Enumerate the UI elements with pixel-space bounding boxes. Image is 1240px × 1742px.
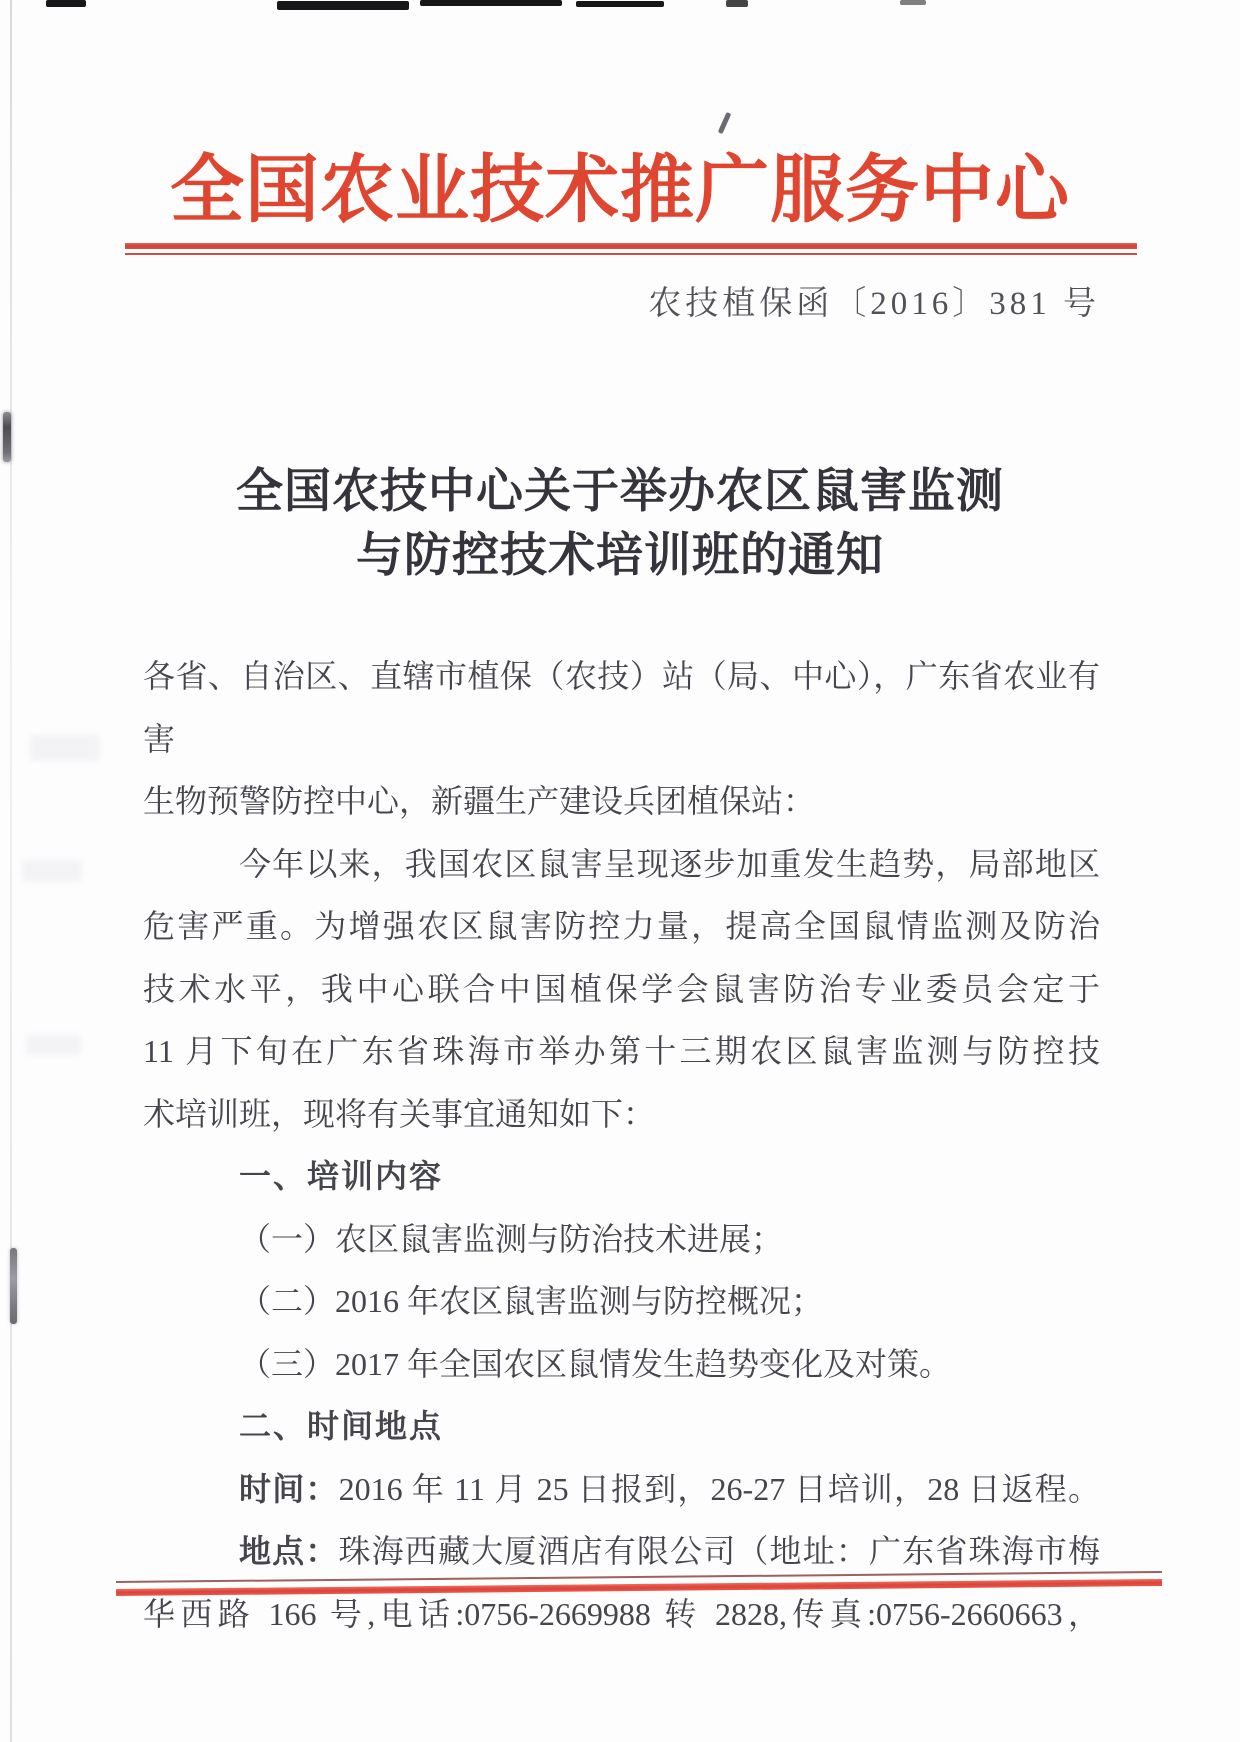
section-heading: 一、培训内容 — [239, 1158, 444, 1194]
body-line: 时间：2016 年 11 月 25 日报到，26-27 日培训，28 日返程。 — [239, 1470, 1100, 1507]
scan-artifact — [277, 1, 409, 10]
body-line: 各省、自治区、直辖市植保（农技）站（局、中心），广东省农业有害 — [143, 658, 1100, 757]
body-line: （二）2016 年农区鼠害监测与防控概况； — [239, 1283, 824, 1319]
scan-artifact — [726, 0, 748, 7]
body-line: 技术水平，我中心联合中国植保学会鼠害防治专业委员会定于 — [143, 970, 1100, 1007]
pen-tick-artifact — [718, 112, 732, 134]
field-label: 时间： — [239, 1470, 339, 1507]
letterhead-rule-thick — [125, 243, 1137, 249]
document-title — [0, 460, 1240, 588]
body-line: 术培训班，现将有关事宜通知如下： — [143, 1095, 656, 1132]
letterhead-title: 全国农业技术推广服务中心 — [170, 150, 1070, 232]
body-line: 危害严重。为增强农区鼠害防控力量，提高全国鼠情监测及防治 — [143, 908, 1100, 944]
scan-artifact — [420, 0, 562, 6]
document-title-line1: 全国农技中心关于举办农区鼠害监测 — [236, 466, 1004, 518]
bleed-through-smudge — [22, 860, 82, 882]
scan-artifact — [46, 0, 86, 7]
body-line: 今年以来，我国农区鼠害呈现逐步加重发生趋势，局部地区 — [239, 845, 1100, 882]
body-line: 11 月下旬在广东省珠海市举办第十三期农区鼠害监测与防控技 — [143, 1033, 1100, 1069]
field-label: 地点： — [239, 1533, 339, 1569]
document-title-line2: 与防控技术培训班的通知 — [356, 530, 884, 582]
bleed-through-smudge — [30, 735, 100, 761]
staple-mark — [3, 412, 11, 462]
body-text — [143, 645, 1100, 1645]
letterhead-rule-thin — [125, 253, 1137, 255]
body-line: （三）2017 年全国农区鼠情发生趋势变化及对策。 — [239, 1345, 952, 1382]
staple-mark — [10, 1248, 17, 1324]
body-line: （一）农区鼠害监测与防治技术进展； — [239, 1220, 784, 1257]
scan-artifact — [900, 0, 926, 5]
scan-artifact — [576, 1, 664, 7]
page-edge-shadow — [10, 0, 12, 1742]
body-line: 生物预警防控中心，新疆生产建设兵团植保站： — [143, 783, 816, 819]
body-line: 地点：珠海西藏大厦酒店有限公司（地址：广东省珠海市梅 — [239, 1533, 1100, 1569]
doc-number: 农技植保函〔2016〕381 号 — [648, 286, 1100, 322]
section-heading: 二、时间地点 — [239, 1408, 444, 1444]
bleed-through-smudge — [26, 1035, 81, 1055]
body-line: 华西路 166 号,电话:0756-2669988 转 2828,传真:0756-2660663， — [143, 1595, 1100, 1632]
